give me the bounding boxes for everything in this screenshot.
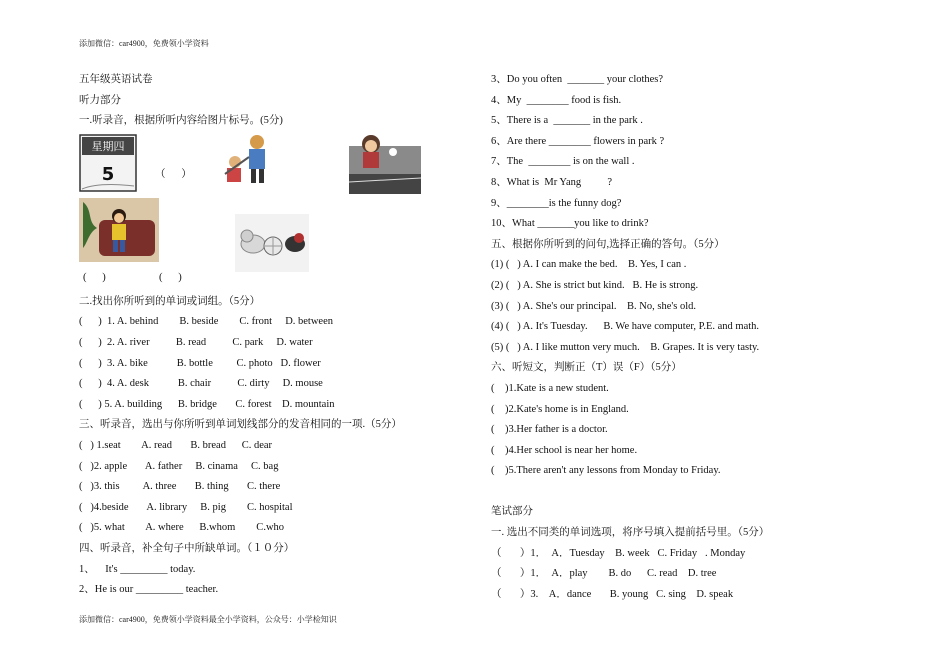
section4-item: 3、Do you often _______ your clothes? [491, 74, 664, 85]
exam-title: 五年级英语试卷 [79, 74, 153, 85]
section2-item: ( ) 4. A. desk B. chair C. dirty D. mouse [79, 378, 323, 390]
answer-blank-1: （ ） [155, 168, 192, 180]
section4-item: 9、________is the funny dog? [491, 197, 622, 209]
section1-heading: 一.听录音，根据所听内容给图片标号。(5分) [79, 115, 283, 127]
section6-item: ( )5.There aren't any lessons from Monday to Friday. [491, 465, 721, 477]
section2-item: ( ) 5. A. building B. bridge C. forest D. mountain [79, 398, 335, 410]
section6-item: ( )4.Her school is near her home. [491, 444, 638, 456]
section5-heading: 五、根据你所听到的问句,选择正确的答句。（5分） [491, 238, 725, 250]
section4-item: 6、Are there ________ flowers in park ? [491, 135, 665, 147]
section5-item: (2) ( ) A. She is strict but kind. B. He is strong. [491, 279, 699, 291]
section6-heading: 六、听短文，判断正（T）误（F）（5分） [491, 362, 682, 374]
section3-item: ( )5. what A. where B.whom C.who [79, 522, 285, 534]
listening-heading: 听力部分 [79, 94, 121, 106]
section6-item: ( )3.Her father is a doctor. [491, 424, 608, 436]
calendar-day-number: 5 [101, 163, 115, 185]
left-column [79, 70, 469, 601]
section5-item: (3) ( ) A. She's our principal. B. No, she's old. [491, 300, 697, 312]
section3-item: ( )4.beside A. library B. pig C. hospital [79, 501, 293, 513]
section5-item: (1) ( ) A. I can make the bed. B. Yes, I can . [491, 259, 687, 271]
section4-item: 7、The ________ is on the wall . [491, 156, 635, 168]
section6-item: ( )2.Kate's home is in England. [491, 403, 629, 415]
child-sofa-image [79, 198, 159, 262]
section2-item: ( ) 2. A. river B. read C. park D. water [79, 336, 313, 348]
section5-item: (4) ( ) A. It's Tuesday. B. We have computer, P.E. and math. [491, 321, 760, 333]
picture-row [79, 132, 469, 292]
answer-blank-3: ( ) [159, 271, 182, 283]
section2-item: ( ) 1. A. behind B. beside C. front D. between [79, 316, 334, 328]
section4-item: 4、My ________ food is fish. [491, 94, 622, 106]
section4-item: 5、There is a _______ in the park . [491, 115, 643, 127]
kids-playing-image [221, 132, 273, 190]
section3-item: ( ) 1.seat A. read B. bread C. dear [79, 439, 273, 451]
section3-item: ( )3. this A. three B. thing C. there [79, 481, 281, 493]
answer-blank-2: ( ) [83, 271, 106, 283]
section7-item: （ ）1． A．play B. do C. read D. tree [491, 568, 717, 580]
section4-item: 2、He is our _________ teacher. [79, 584, 219, 596]
footer-note: 添加微信：car4900，免费领小学资料最全小学资料，公众号：小学检知识 [79, 615, 337, 624]
section2-heading: 二.找出你所听到的单词或词组。（5分） [79, 295, 261, 307]
calendar-day-label: 星期四 [91, 139, 125, 153]
dog-ball-image [235, 214, 309, 272]
spacer [491, 482, 911, 503]
section4-item: 10、What _______you like to drink? [491, 218, 649, 230]
section7-item: （ ）1． A．Tuesday B. week C. Friday . Monday [491, 547, 746, 559]
section7-item: （ ）3. A．dance B. young C. sing D. speak [491, 588, 734, 600]
section3-item: ( )2. apple A. father B. cinama C. bag [79, 460, 279, 472]
written-heading: 笔试部分 [491, 506, 533, 518]
header-note: 添加微信：car4900，免费领小学资料 [79, 39, 209, 48]
section4-item: 1、 It's _________ today. [79, 563, 196, 575]
section6-item: ( )1.Kate is a new student. [491, 382, 609, 394]
section7-heading: 一. 选出不同类的单词选项，将序号填入提前括号里。（5分） [491, 527, 770, 539]
girl-table-image [349, 132, 421, 194]
section5-item: (5) ( ) A. I like mutton very much. B. Grapes. It is very tasty. [491, 341, 760, 353]
section2-item: ( ) 3. A. bike B. bottle C. photo D. flower [79, 357, 321, 369]
section4-heading: 四、听录音，补全句子中所缺单词。（１０分） [79, 542, 295, 554]
section3-heading: 三、听录音，选出与你所听到单词划线部分的发音相同的一项.（5分） [79, 419, 402, 431]
calendar-image [79, 134, 137, 192]
right-column [491, 70, 911, 605]
section4-item: 8、What is Mr Yang ? [491, 176, 613, 188]
